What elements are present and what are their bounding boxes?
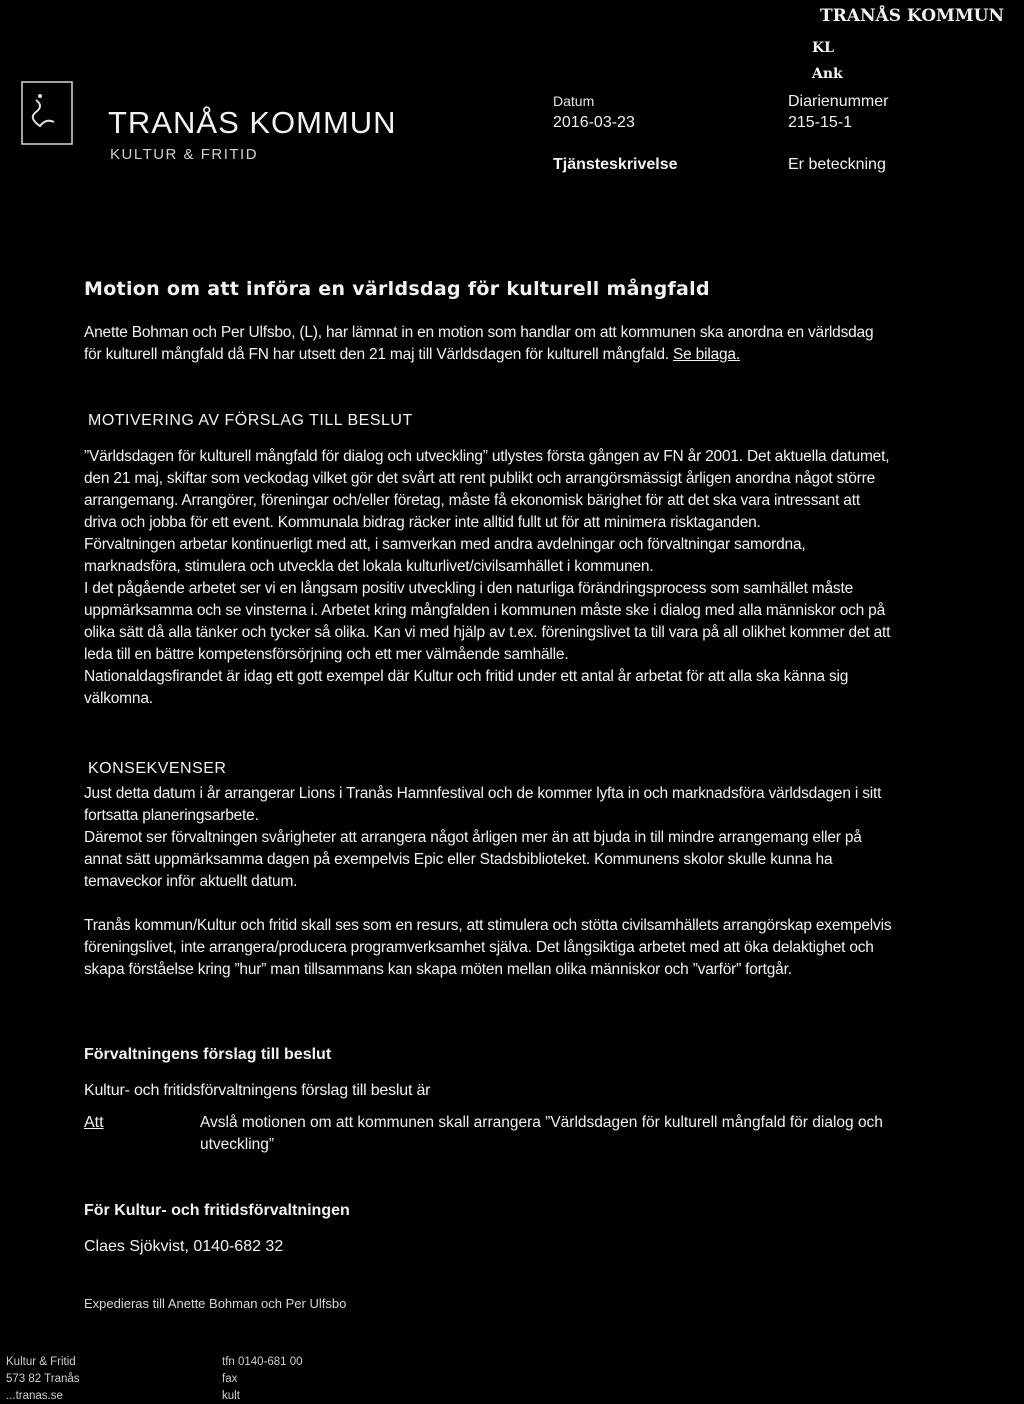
- konsekvenser-heading: KONSEKVENSER: [88, 760, 227, 777]
- er-beteckning: Er beteckning: [788, 156, 886, 173]
- attachment-link[interactable]: Se bilaga.: [673, 346, 740, 363]
- org-department: KULTUR & FRITID: [110, 146, 259, 163]
- expedieras-note: Expedieras till Anette Bohman och Per Ulfsbo: [84, 1296, 347, 1311]
- paragraph: I det pågående arbetet ser vi en långsam positiv utveckling i den naturliga förändringsprocess som samhället måste uppmärksamma och se vinsterna i. Arbetet kring mångfalden i kommunen måste ske i dialog med alla människor och på olika sätt då alla tänker och tycker så olika. Kan vi med hjälp av t.ex. föreningslivet ta till vara på all olikhet kommer det att leda till en bättre kompetensförsörjning och ett mer välmående samhälle.: [84, 580, 891, 663]
- konsekvenser-closing: Tranås kommun/Kultur och fritid skall ses som en resurs, att stimulera och stötta civilsamhällets arrangörskap exempelvis föreningslivet, inte arrangera/producera programverksamhet själva. Det långsiktiga arbetet med att öka delaktighet och skapa förståelse kring ”hur” man tillsammans kan skapa möten mellan olika människor och ”varför” fortgår.: [84, 917, 892, 978]
- footer-web: ...tranas.se: [6, 1390, 63, 1402]
- konsekvenser-body: [84, 783, 894, 893]
- att-text: Avslå motionen om att kommunen skall arrangera ”Världsdagen för kulturell mångfald för dialog och utveckling”: [200, 1114, 883, 1153]
- municipality-logo: [16, 78, 76, 150]
- forslag-subheading: Kultur- och fritidsförvaltningens förslag till beslut är: [84, 1082, 431, 1099]
- intro-paragraph: [84, 322, 894, 366]
- received-stamp: TRANÅS KOMMUN: [820, 6, 1005, 26]
- paragraph: Nationaldagsfirandet är idag ett gott exempel där Kultur och fritid under ett antal år arbetat för att alla ska känna sig välkomna.: [84, 668, 849, 707]
- datum-label: Datum: [553, 93, 595, 109]
- signature-heading: För Kultur- och fritidsförvaltningen: [84, 1202, 350, 1219]
- paragraph: Just detta datum i år arrangerar Lions i Tranås Hamnfestival och de kommer lyfta in och marknadsföra världsdagen i sitt fortsatta planeringsarbete.: [84, 785, 882, 824]
- diarie-label: Diarienummer: [788, 93, 889, 110]
- footer-phone: tfn 0140-681 00: [222, 1356, 303, 1368]
- document-title: Motion om att införa en världsdag för kulturell mångfald: [84, 278, 710, 300]
- paragraph: Förvaltningen arbetar kontinuerligt med att, i samverkan med andra avdelningar och förvaltningar samordna, marknadsföra, stimulera och utveckla det lokala kulturlivet/civilsamhället i kommunen.: [84, 536, 806, 575]
- footer-fax: fax: [222, 1373, 238, 1385]
- motivering-body: [84, 446, 894, 710]
- stamp-ank: Ank: [812, 66, 843, 82]
- diarie-value: 215-15-1: [788, 114, 853, 131]
- stamp-kl: KL: [812, 40, 835, 56]
- paragraph: ”Världsdagen för kulturell mångfald för dialog och utveckling” utlystes första gången av FN år 2001. Det aktuella datumet, den 21 maj, skiftar som veckodag vilket gör det svårt att rent publikt och arrangörsmässigt årligen anordna något större arrangemang. Arrangörer, föreningar och/eller företag, måste få ekonomisk bärighet för att det ska vara intressant att driva och jobba för ett event. Kommunala bidrag räcker inte alltid fullt ut för att minimera risktaganden.: [84, 448, 890, 531]
- datum-value: 2016-03-23: [553, 114, 635, 131]
- footer-email: kult: [222, 1390, 240, 1402]
- org-name: TRANÅS KOMMUN: [108, 105, 397, 140]
- intro-text: Anette Bohman och Per Ulfsbo, (L), har lämnat in en motion som handlar om att kommunen ska anordna en världsdag för kulturell mångfald då FN har utsett den 21 maj till Världsdagen för kulturell mångfald.: [84, 324, 874, 363]
- paragraph: Däremot ser förvaltningen svårigheter att arrangera något årligen mer än att bjuda in till mindre arrangemang eller på annat sätt uppmärksamma dagen på exempelvis Epic eller Stadsbiblioteket. Kommunens skolor skulle kunna ha temaveckor inför aktuellt datum.: [84, 829, 862, 890]
- motivering-heading: MOTIVERING AV FÖRSLAG TILL BESLUT: [88, 412, 413, 429]
- footer-address-line: 573 82 Tranås: [6, 1373, 80, 1385]
- document-type: Tjänsteskrivelse: [553, 156, 678, 173]
- signer-name: Claes Sjökvist, 0140-682 32: [84, 1238, 284, 1255]
- footer-address-line: Kultur & Fritid: [6, 1356, 76, 1368]
- att-label: Att: [84, 1114, 104, 1131]
- forslag-heading: Förvaltningens förslag till beslut: [84, 1046, 332, 1063]
